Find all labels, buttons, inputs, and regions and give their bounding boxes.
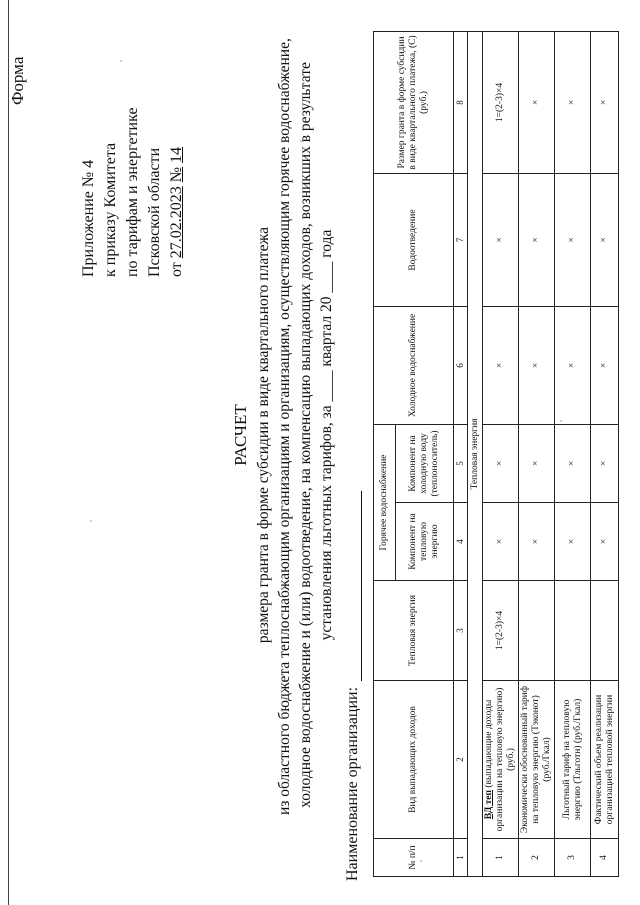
cell-heat xyxy=(555,581,591,681)
cell-drainage: × xyxy=(483,173,519,306)
row-name xyxy=(483,681,519,839)
row-name-rest: (выпадающие доходы организации на тепловую энергию) (руб.) xyxy=(484,687,516,832)
annex-number: 14 xyxy=(168,146,185,163)
annex-date-prefix: от xyxy=(168,262,185,277)
cell-drainage: × xyxy=(519,173,555,306)
annex-date-line xyxy=(166,107,188,277)
column-number: 7 xyxy=(454,173,468,306)
header-income-type: Вид выпадающих доходов xyxy=(374,681,454,839)
row-number: 1 xyxy=(483,839,519,877)
cell-heat xyxy=(519,581,555,681)
row-number: 2 xyxy=(519,839,555,877)
header-number: № п/п xyxy=(374,839,454,877)
header-drainage: Водоотведение xyxy=(374,173,454,306)
cell-drainage: × xyxy=(555,173,591,306)
header-grant-size: Размер гранта в форме субсидии в виде квартального платежа, (С) (руб.) xyxy=(374,31,454,173)
title-line: установления льготных тарифов, за ____ квартал 20 ____ года xyxy=(318,229,335,641)
organization-label: Наименование организации: xyxy=(344,686,361,881)
table-row xyxy=(555,31,591,876)
cell-cold-water: × xyxy=(555,306,591,424)
column-number: 8 xyxy=(454,31,468,173)
annex-line: по тарифам и энергетике xyxy=(124,107,141,277)
row-number: 3 xyxy=(555,839,591,877)
annex-number-prefix: № xyxy=(168,166,185,183)
column-number: 2 xyxy=(454,681,468,839)
column-number: 1 xyxy=(454,839,468,877)
cell-hot-heat: × xyxy=(483,503,519,581)
table-row xyxy=(519,31,555,876)
cell-hot-cold: × xyxy=(519,424,555,502)
annex-date: 27.02.2023 xyxy=(168,186,185,259)
table-row xyxy=(483,31,519,876)
cell-hot-heat: × xyxy=(555,503,591,581)
title-line: холодное водоснабжение и (или) водоотведение, на компенсацию выпадающих доходов, возникших в результате xyxy=(297,62,314,808)
cell-heat: 1=(2-3)×4 xyxy=(483,581,519,681)
title-line: из областного бюджета теплоснабжающим организациям и организациям, осуществляющим горячее водоснабжение, xyxy=(276,38,293,815)
header-heat-energy: Тепловая энергия xyxy=(374,581,454,681)
row-name: Фактический объем реализации организацией тепловой энергии xyxy=(591,681,619,839)
cell-grant: × xyxy=(555,31,591,173)
document-title xyxy=(230,38,337,815)
annex-line: Приложение № 4 xyxy=(80,159,97,277)
column-number: 3 xyxy=(454,581,468,681)
cell-cold-water: × xyxy=(591,306,619,424)
section-heading: Тепловая энергия xyxy=(468,31,483,876)
row-name: Экономически обоснованный тариф на тепловую энергию (Тэконот) (руб./Гкал) xyxy=(519,681,555,839)
cell-heat xyxy=(591,581,619,681)
cell-grant: × xyxy=(519,31,555,173)
annex-block xyxy=(78,107,188,277)
calculation-table xyxy=(373,31,619,877)
header-hot-water: Горячее водоснабжение xyxy=(374,424,396,580)
table-row xyxy=(591,31,619,876)
row-number: 4 xyxy=(591,839,619,877)
row-name: Льготный тариф на тепловую энергию (Тльготн) (руб./Гкал) xyxy=(555,681,591,839)
row-name-bold: ВД теп xyxy=(484,790,494,820)
annex-line: Псковской области xyxy=(146,147,163,277)
organization-name-field xyxy=(344,491,362,881)
organization-blank-line xyxy=(347,491,362,681)
cell-drainage: × xyxy=(591,173,619,306)
column-number: 5 xyxy=(454,424,468,502)
column-number: 6 xyxy=(454,306,468,424)
header-cold-component: Компонент на холодную воду (теплоноситель) xyxy=(396,424,454,502)
header-heat-component: Компонент на тепловую энергию xyxy=(396,503,454,581)
title-heading: РАСЧЕТ xyxy=(231,404,250,466)
annex-line: к приказу Комитета xyxy=(102,142,119,277)
cell-hot-heat: × xyxy=(591,503,619,581)
cell-hot-cold: × xyxy=(483,424,519,502)
title-line: размера гранта в форме субсидии в виде квартального платежа xyxy=(255,226,272,644)
header-cold-water: Холодное водоснабжение xyxy=(374,306,454,424)
cell-cold-water: × xyxy=(483,306,519,424)
form-label: Форма xyxy=(8,56,27,105)
cell-grant: × xyxy=(591,31,619,173)
cell-hot-cold: × xyxy=(555,424,591,502)
cell-cold-water: × xyxy=(519,306,555,424)
column-number: 4 xyxy=(454,503,468,581)
cell-hot-cold: × xyxy=(591,424,619,502)
cell-grant: 1=(2-3)×4 xyxy=(483,31,519,173)
cell-hot-heat: × xyxy=(519,503,555,581)
